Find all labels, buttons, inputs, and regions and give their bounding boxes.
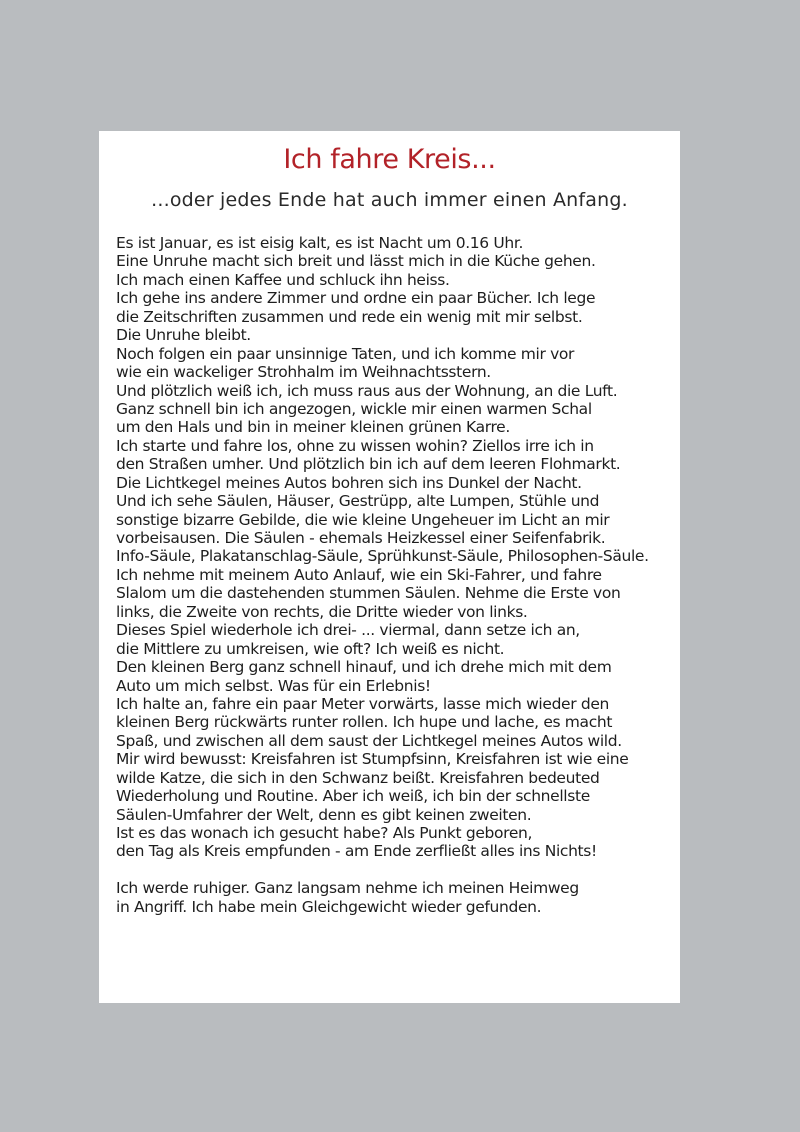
text-line: Die Lichtkegel meines Autos bohren sich ins Dunkel der Nacht.: [116, 473, 582, 492]
text-line: Ich starte und fahre los, ohne zu wissen wohin? Ziellos irre ich in: [116, 436, 594, 455]
text-line: Noch folgen ein paar unsinnige Taten, und ich komme mir vor: [116, 344, 575, 363]
text-line: kleinen Berg rückwärts runter rollen. Ich hupe und lache, es macht: [116, 713, 613, 732]
text-line: Dieses Spiel wiederhole ich drei- ... viermal, dann setze ich an,: [116, 621, 580, 640]
text-line: vorbeisausen. Die Säulen - ehemals Heizkessel einer Seifenfabrik.: [116, 529, 606, 547]
text-line: Info-Säule, Plakatanschlag-Säule, Sprühkunst-Säule, Philosophen-Säule.: [116, 547, 649, 566]
text-line: Ich halte an, fahre ein paar Meter vorwärts, lasse mich wieder den: [116, 694, 609, 713]
text-line: Slalom um die dastehenden stummen Säulen. Nehme die Erste von: [116, 584, 621, 603]
text-line: den Tag als Kreis empfunden - am Ende zerfließt alles ins Nichts!: [116, 842, 597, 861]
text-line: Mir wird bewusst: Kreisfahren ist Stumpfsinn, Kreisfahren ist wie eine: [116, 750, 629, 769]
text-line: in Angriff. Ich habe mein Gleichgewicht wieder gefunden.: [116, 897, 542, 916]
document-subtitle: ...oder jedes Ende hat auch immer einen Anfang.: [151, 189, 628, 211]
text-line: Wiederholung und Routine. Aber ich weiß, ich bin der schnellste: [116, 787, 590, 806]
text-line: Auto um mich selbst. Was für ein Erlebnis!: [116, 676, 431, 695]
text-line: Säulen-Umfahrer der Welt, denn es gibt keinen zweiten.: [116, 805, 532, 824]
text-line: Ich werde ruhiger. Ganz langsam nehme ich meinen Heimweg: [116, 879, 579, 898]
text-line: sonstige bizarre Gebilde, die wie kleine Ungeheuer im Licht an mir: [116, 510, 610, 529]
document-page: [99, 131, 680, 1003]
paragraph-1: [116, 234, 676, 861]
text-line: Ich nehme mit meinem Auto Anlauf, wie ein Ski-Fahrer, und fahre: [116, 565, 602, 584]
document-title: Ich fahre Kreis...: [283, 144, 496, 175]
text-line: die Mittlere zu umkreisen, wie oft? Ich weiß es nicht.: [116, 639, 505, 658]
text-line: Und ich sehe Säulen, Häuser, Gestrüpp, alte Lumpen, Stühle und: [116, 492, 600, 511]
text-line: wie ein wackeliger Strohhalm im Weihnachtsstern.: [116, 363, 491, 382]
text-line: Ganz schnell bin ich angezogen, wickle mir einen warmen Schal: [116, 399, 592, 418]
document-body: [116, 234, 676, 916]
text-line: Spaß, und zwischen all dem saust der Lichtkegel meines Autos wild.: [116, 731, 622, 750]
text-line: Es ist Januar, es ist eisig kalt, es ist Nacht um 0.16 Uhr.: [116, 234, 524, 252]
text-line: Die Unruhe bleibt.: [116, 326, 251, 345]
text-line: Den kleinen Berg ganz schnell hinauf, und ich drehe mich mit dem: [116, 658, 612, 677]
text-line: wilde Katze, die sich in den Schwanz beißt. Kreisfahren bedeuted: [116, 768, 600, 787]
text-line: Ich mach einen Kaffee und schluck ihn heiss.: [116, 270, 450, 289]
text-line: Eine Unruhe macht sich breit und lässt mich in die Küche gehen.: [116, 252, 596, 271]
paragraph-2: [116, 879, 676, 916]
text-line: um den Hals und bin in meiner kleinen grünen Karre.: [116, 418, 510, 437]
text-line: links, die Zweite von rechts, die Dritte wieder von links.: [116, 602, 528, 621]
text-line: Ist es das wonach ich gesucht habe? Als Punkt geboren,: [116, 824, 533, 842]
text-line: die Zeitschriften zusammen und rede ein wenig mit mir selbst.: [116, 307, 583, 326]
text-line: den Straßen umher. Und plötzlich bin ich auf dem leeren Flohmarkt.: [116, 455, 621, 474]
text-line: Und plötzlich weiß ich, ich muss raus aus der Wohnung, an die Luft.: [116, 381, 618, 400]
paragraph-spacer: [116, 861, 676, 879]
text-line: Ich gehe ins andere Zimmer und ordne ein paar Bücher. Ich lege: [116, 289, 596, 308]
